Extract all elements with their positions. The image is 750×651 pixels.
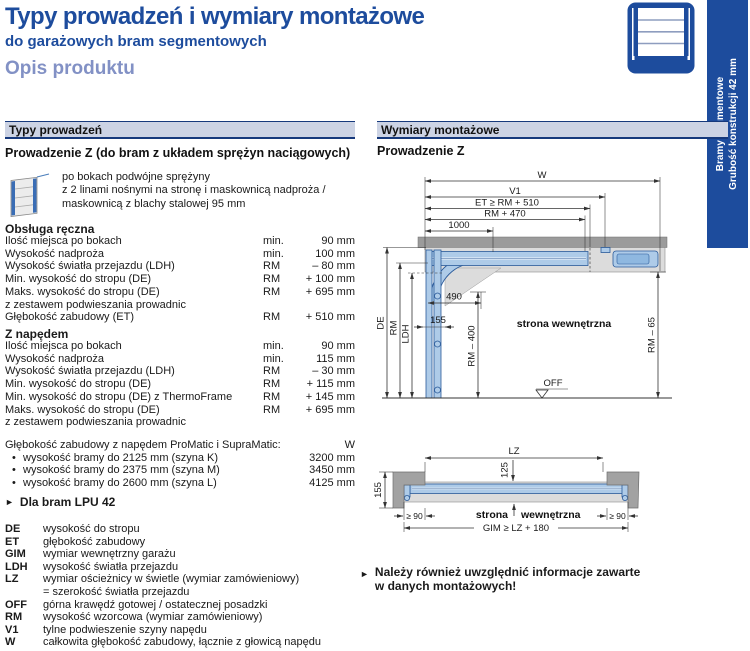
left-column xyxy=(5,121,355,651)
row-ref: RM xyxy=(263,365,281,378)
legend-key: LDH xyxy=(5,560,28,573)
bullet-icon: • xyxy=(12,476,16,489)
depth-heading: Głębokość zabudowy z napędem ProMatic i SupraMatic: xyxy=(5,439,281,451)
legend-key: RM xyxy=(5,611,23,624)
manual-table xyxy=(5,235,355,324)
dim-label-1000: 1000 xyxy=(448,220,470,231)
depth-value: 3200 mm xyxy=(309,451,355,464)
side-tab-line2: Grubość konstrukcji 42 mm xyxy=(727,58,739,190)
table-row xyxy=(5,365,355,378)
page-title: Typy prowadzeń i wymiary montażowe xyxy=(5,3,425,30)
table-row xyxy=(5,378,355,391)
row-ref: min. xyxy=(263,247,284,260)
legend-key: V1 xyxy=(5,623,19,636)
row-value: 90 mm xyxy=(321,235,355,247)
dim-label-155-plan: 155 xyxy=(373,482,384,498)
legend-text: górna krawędź gotowej / ostatecznej posadzki xyxy=(43,598,268,611)
legend-row xyxy=(5,611,355,624)
row-value: – 80 mm xyxy=(312,260,355,273)
row-value: + 100 mm xyxy=(305,273,355,286)
table-row xyxy=(5,353,355,366)
powered-table xyxy=(5,340,355,429)
row-value: + 695 mm xyxy=(305,403,355,416)
inner-plan-label-left: strona xyxy=(475,509,508,521)
track-type-subheader: Prowadzenie Z (do bram z układem sprężyn naciągowych) xyxy=(5,146,351,160)
depth-heading-row xyxy=(5,439,355,452)
row-value: 100 mm xyxy=(315,247,355,260)
dim-label-rm: RM xyxy=(388,320,400,336)
side-section-diagram xyxy=(370,168,702,414)
dim-label-v1: V1 xyxy=(509,186,521,197)
powered-title: Z napędem xyxy=(5,327,69,341)
table-row xyxy=(5,340,355,353)
legend-row xyxy=(5,561,355,574)
row-ref: RM xyxy=(263,285,281,298)
legend-row xyxy=(5,624,355,637)
row-label: Min. wysokość do stropu (DE) z ThermoFrame xyxy=(5,390,233,403)
bullet-icon: • xyxy=(12,451,16,464)
table-row xyxy=(5,391,355,404)
depth-label: wysokość bramy do 2375 mm (szyna M) xyxy=(23,464,220,476)
depth-block xyxy=(5,439,355,489)
legend-text: tylne podwieszenie szyny napędu xyxy=(43,623,207,636)
legend-key: OFF xyxy=(5,598,27,611)
dim-label-et: ET ≥ RM + 510 xyxy=(475,197,539,209)
row-value: + 115 mm xyxy=(306,378,355,391)
row-ref: RM xyxy=(263,403,281,416)
depth-row xyxy=(5,452,355,465)
dim-label-ge90-left: ≥ 90 xyxy=(406,511,423,521)
row-label: Wysokość światła przejazdu (LDH) xyxy=(5,260,175,273)
door-panel-springs-icon xyxy=(7,169,49,221)
table-row xyxy=(5,248,355,261)
installation-note-text xyxy=(375,565,640,593)
legend-row xyxy=(5,536,355,549)
depth-rows xyxy=(5,452,355,490)
row-ref: RM xyxy=(263,260,281,273)
legend-text: wymiar ościeżnicy w świetle (wymiar zamówieniowy) = szerokość światła przejazdu xyxy=(43,573,300,598)
table-row xyxy=(5,311,355,324)
dim-label-490: 490 xyxy=(446,291,462,303)
legend-text: wysokość do stropu xyxy=(43,523,140,535)
depth-col-label: W xyxy=(344,439,355,451)
row-ref: min. xyxy=(263,340,284,352)
row-ref: RM xyxy=(263,311,281,324)
lpu-note xyxy=(5,495,115,509)
table-row xyxy=(5,260,355,273)
right-section-header: Wymiary montażowe xyxy=(377,121,728,139)
feature-line: maskownicą z blachy stalowej 95 mm xyxy=(62,197,246,210)
feature-line: z 2 linami nośnymi na stronę i maskownicą nadproża / xyxy=(62,184,326,197)
feature-line: po bokach podwójne sprężyny xyxy=(62,171,210,183)
note-line2: w danych montażowych! xyxy=(374,579,517,593)
legend-row xyxy=(5,523,355,536)
row-value: + 145 mm xyxy=(305,390,355,403)
row-value: + 695 mm xyxy=(305,285,355,298)
feature-block xyxy=(7,169,326,221)
row-ref: min. xyxy=(263,352,284,365)
page-subtitle: do garażowych bram segmentowych xyxy=(5,33,267,50)
row-label: Ilość miejsca po bokach xyxy=(5,235,122,247)
row-label: Wysokość nadproża xyxy=(5,352,104,365)
depth-row xyxy=(5,477,355,490)
legend-text: wysokość wzorcowa (wymiar zamówieniowy) xyxy=(43,611,263,624)
diagram-subheader: Prowadzenie Z xyxy=(377,144,465,158)
legend-text: głębokość zabudowy xyxy=(43,535,146,548)
manual-title: Obsługa ręczna xyxy=(5,222,95,236)
depth-value: 4125 mm xyxy=(309,476,355,489)
legend-key: W xyxy=(5,636,16,649)
dim-label-off: OFF xyxy=(543,378,563,389)
dim-label-rm400: RM – 400 xyxy=(466,325,478,367)
dim-label-155: 155 xyxy=(430,315,446,326)
row-label: Głębokość zabudowy (ET) xyxy=(5,311,134,324)
legend-text: całkowita głębokość zabudowy, łącznie z głowicą napędu xyxy=(43,636,322,649)
dim-label-ge90-right: ≥ 90 xyxy=(609,511,626,521)
legend-key: DE xyxy=(5,523,21,535)
legend-key: LZ xyxy=(5,573,19,586)
table-row xyxy=(5,273,355,286)
row-ref: min. xyxy=(263,235,284,247)
section-label: Opis produktu xyxy=(5,58,135,79)
arrow-bullet-icon: ► xyxy=(5,496,14,507)
row-ref: RM xyxy=(263,390,281,403)
feature-text xyxy=(62,171,326,221)
row-label: Maks. wysokość do stropu (DE) z zestawem podwieszania prowadnic xyxy=(5,403,186,429)
row-label: Wysokość światła przejazdu (LDH) xyxy=(5,365,175,378)
dim-label-lz: LZ xyxy=(508,446,520,457)
row-value: 90 mm xyxy=(321,340,355,352)
row-label: Ilość miejsca po bokach xyxy=(5,340,122,352)
legend-text: wysokość światła przejazdu xyxy=(43,560,179,573)
table-row xyxy=(5,404,355,429)
abbreviation-legend xyxy=(5,523,355,649)
arrow-bullet-icon: ► xyxy=(360,568,369,579)
table-row xyxy=(5,235,355,248)
legend-row xyxy=(5,548,355,561)
legend-text: wymiar wewnętrzny garażu xyxy=(43,548,176,561)
row-value: – 30 mm xyxy=(312,365,355,378)
legend-key: GIM xyxy=(5,548,26,561)
depth-label: wysokość bramy do 2600 mm (szyna L) xyxy=(23,476,217,489)
row-label: Wysokość nadproża xyxy=(5,247,104,260)
dim-label-gim: GIM ≥ LZ + 180 xyxy=(482,523,550,534)
plan-section-diagram xyxy=(373,436,648,554)
legend-row xyxy=(5,599,355,612)
row-ref: RM xyxy=(263,273,281,286)
table-row xyxy=(5,286,355,311)
legend-row xyxy=(5,636,355,649)
row-label: Maks. wysokość do stropu (DE) z zestawem podwieszania prowadnic xyxy=(5,285,186,311)
installation-note xyxy=(360,565,670,593)
dim-label-ldh: LDH xyxy=(400,324,412,344)
dim-label-125: 125 xyxy=(499,462,511,478)
row-label: Min. wysokość do stropu (DE) xyxy=(5,273,152,286)
sectional-door-icon xyxy=(627,2,695,75)
depth-row xyxy=(5,464,355,477)
left-section-header: Typy prowadzeń xyxy=(5,121,355,139)
note-line1: Należy również uwzględnić informacje zawarte xyxy=(374,565,641,579)
depth-label: wysokość bramy do 2125 mm (szyna K) xyxy=(23,451,219,464)
lpu-note-text: Dla bram LPU 42 xyxy=(19,495,116,509)
dim-label-de: DE xyxy=(375,316,387,330)
row-value: + 510 mm xyxy=(305,311,355,324)
dim-label-w: W xyxy=(537,170,547,181)
row-label: Min. wysokość do stropu (DE) xyxy=(5,378,152,391)
row-ref: RM xyxy=(263,378,281,391)
inner-plan-label-right: wewnętrzna xyxy=(521,509,581,521)
bullet-icon: • xyxy=(12,464,16,476)
depth-value: 3450 mm xyxy=(309,464,355,476)
legend-key: ET xyxy=(5,535,20,548)
inner-side-label: strona wewnętrzna xyxy=(516,318,612,330)
dim-label-rm65: RM – 65 xyxy=(646,317,658,353)
row-value: 115 mm xyxy=(316,352,355,365)
legend-row xyxy=(5,573,355,598)
dim-label-rm470: RM + 470 xyxy=(484,208,526,220)
